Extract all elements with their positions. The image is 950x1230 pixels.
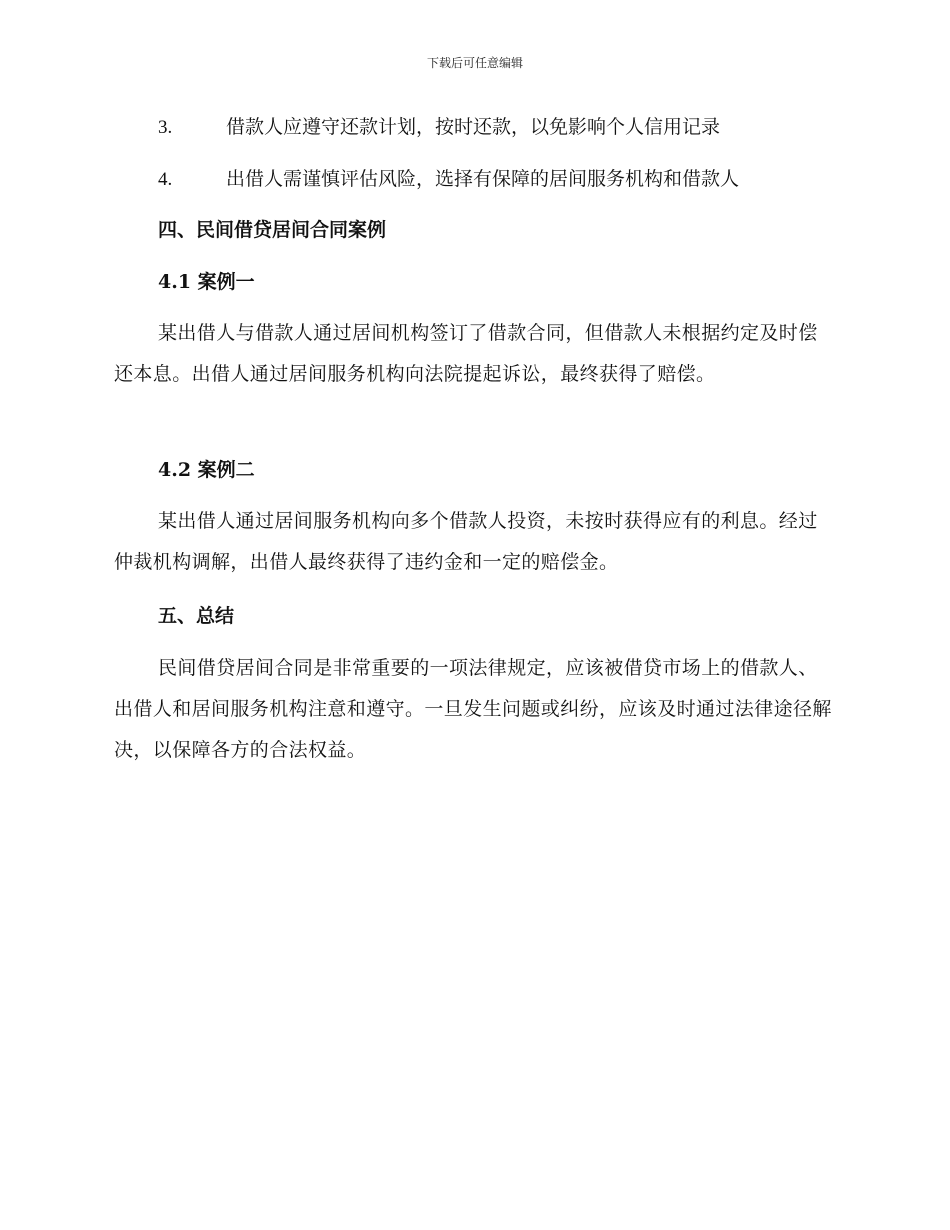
case-2-paragraph: 某出借人通过居间服务机构向多个借款人投资，未按时获得应有的利息。经过仲裁机构调解，出借人最终获得了违约金和一定的赔偿金。 [114,510,818,573]
case-1-paragraph: 某出借人与借款人通过居间机构签订了借款合同，但借款人未根据约定及时偿还本息。出借人通过居间服务机构向法院提起诉讼，最终获得了赔偿。 [114,322,818,385]
list-item-number: 4. [158,169,173,190]
section-4-heading: 四、民间借贷居间合同案例 [158,219,387,241]
case-1-heading: 4.1 案例一 [158,271,255,293]
page-header-note: 下载后可任意编辑 [426,56,523,70]
list-item-number: 3. [158,117,173,138]
list-item-3 [158,115,720,140]
list-item-text: 借款人应遵守还款计划，按时还款，以免影响个人信用记录 [226,116,721,138]
list-item-text: 出借人需谨慎评估风险，选择有保障的居间服务机构和借款人 [226,168,740,190]
case-2-heading: 4.2 案例二 [158,459,255,481]
section-5-heading: 五、总结 [158,605,235,627]
summary-paragraph: 民间借贷居间合同是非常重要的一项法律规定，应该被借贷市场上的借款人、出借人和居间服务机构注意和遵守。一旦发生问题或纠纷，应该及时通过法律途径解决，以保障各方的合法权益。 [114,657,832,761]
list-item-4 [158,167,739,192]
